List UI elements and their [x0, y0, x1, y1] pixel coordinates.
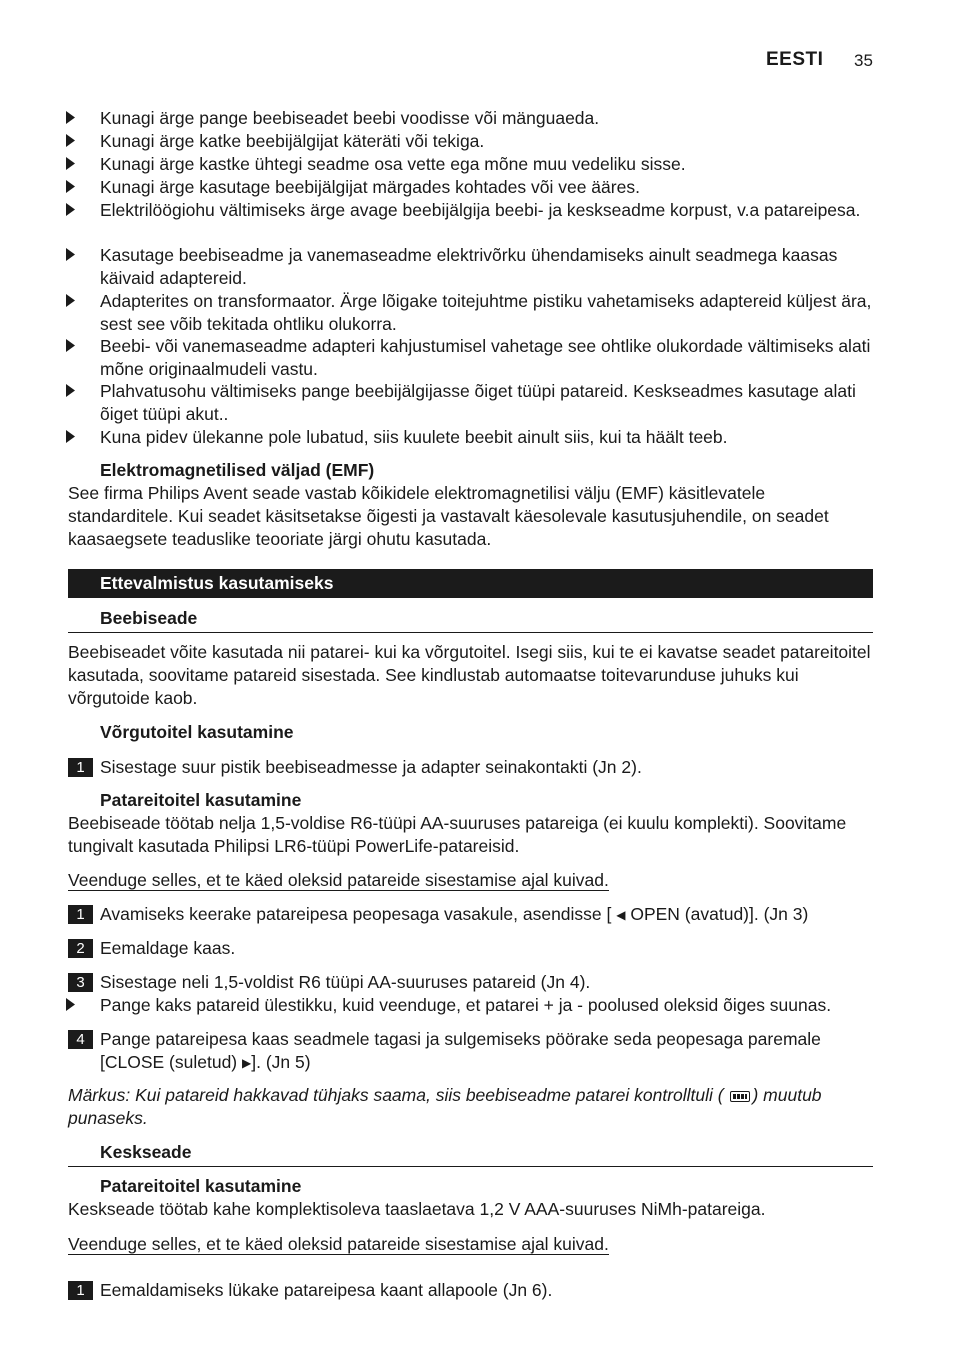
warning-item: Elektrilöögiohu vältimiseks ärge avage beebijälgija beebi- ja keskseadme korpust, v.a patareipesa.: [100, 200, 861, 220]
note-text: Märkus: Kui patareid hakkavad tühjaks saama, siis beebiseadme patarei kontrolltuli (: [68, 1085, 729, 1105]
step-open: [100, 903, 872, 927]
step-remove-cover: Eemaldage kaas.: [100, 938, 236, 958]
bullet-icon: [66, 430, 75, 443]
bullet-icon: [66, 248, 75, 261]
warning-item: Kuna pidev ülekanne pole lubatud, siis kuulete beebit ainult siis, kui ta häält teeb.: [100, 427, 728, 447]
emf-text: See firma Philips Avent seade vastab kõikidele elektromagnetilisi välju (EMF) käsitlevatele standarditele. Kui seadet käsitsetakse õigesti ja vastavalt käesolevale kasutusjuhendile, on seadet kaasaegsete teaduslike teooriate järgi ohutu kasutada.: [68, 483, 829, 549]
warning-item: Kasutage beebiseadme ja vanemaseadme elektrivõrku ühendamiseks ainult seadmega kaasas käivaid adaptereid.: [100, 245, 838, 288]
battery-heading: Patareitoitel kasutamine: [100, 790, 302, 810]
warning-item: Kunagi ärge pange beebiseadet beebi voodisse või mänguaeda.: [100, 108, 600, 128]
note: [68, 1084, 874, 1130]
dry-hands-warning: Veenduge selles, et te käed oleksid patareide sisestamise ajal kuivad.: [68, 1234, 609, 1254]
warning-item: Kunagi ärge kastke ühtegi seadme osa vette ega mõne muu vedeliku sisse.: [100, 154, 686, 174]
bullet-icon: [66, 134, 75, 147]
triangle-right-icon: ▶: [242, 1056, 252, 1070]
note-text: ) muutub punaseks.: [68, 1085, 822, 1128]
mains-heading: Võrgutoitel kasutamine: [100, 722, 294, 742]
step-number: 3: [68, 973, 93, 992]
baby-unit-heading: Beebiseade: [100, 608, 198, 628]
step-insert-batteries: Sisestage neli 1,5-voldist R6 tüüpi AA-suuruses patareid (Jn 4).: [100, 972, 591, 992]
warning-item: Adapterites on transformaator. Ärge lõigake toitejuhtme pistiku vahetamiseks adaptereid küljest ära, sest see võib tekitada ohtliku olukorra.: [100, 291, 872, 334]
step-number: 2: [68, 939, 93, 958]
section-language: EESTI: [766, 49, 824, 70]
step-number: 1: [68, 905, 93, 924]
battery-icon: [730, 1091, 750, 1102]
baby-unit-intro: Beebiseadet võite kasutada nii patarei- kui ka võrgutoitel. Isegi siis, kui te ei kavatse seadet patareitoitel kasutada, soovitame patareid sisestada. See kindlustab automaatse toitevarunduse juhuks kui võrgutoide kaob.: [68, 642, 871, 708]
step-text: ]. (Jn 5): [251, 1052, 311, 1072]
warning-item: Kunagi ärge katke beebijälgijat käteräti või tekiga.: [100, 131, 485, 151]
battery-intro: Beebiseade töötab nelja 1,5-voldise R6-tüüpi AA-suuruses patareiga (ei kuulu komplekti). Soovitame tungivalt kasutada Philipsi LR6-tüüpi PowerLife-patareisid.: [68, 813, 847, 856]
step-number: 4: [68, 1030, 93, 1049]
parent-battery-intro: Keskseade töötab kahe komplektisoleva taaslaetava 1,2 V AAA-suuruses NiMh-patareiga.: [68, 1199, 766, 1219]
bullet-icon: [66, 384, 75, 397]
parent-unit-heading: Keskseade: [100, 1142, 192, 1162]
parent-battery-heading: Patareitoitel kasutamine: [100, 1176, 302, 1196]
triangle-left-icon: ◀: [616, 908, 626, 922]
bullet-icon: [66, 180, 75, 193]
bullet-icon: [66, 339, 75, 352]
bullet-icon: [66, 111, 75, 124]
bullet-icon: [66, 203, 75, 216]
step-bullet: Pange kaks patareid ülestikku, kuid veenduge, et patarei + ja - poolused oleksid õiges suunas.: [100, 995, 832, 1015]
bullet-icon: [66, 998, 75, 1011]
step-text: Avamiseks keerake patareipesa peopesaga vasakule, asendisse [: [100, 904, 617, 924]
mains-step: Sisestage suur pistik beebiseadmesse ja adapter seinakontakti (Jn 2).: [100, 757, 642, 777]
step-number: 1: [68, 1281, 93, 1300]
warning-item: Beebi- või vanemaseadme adapteri kahjustumisel vahetage see ohtlike olukordade vältimiseks alati mõne originaalmudeli vastu.: [100, 336, 871, 379]
bullet-icon: [66, 294, 75, 307]
section-bar: [68, 569, 873, 598]
step-text: OPEN (avatud)]. (Jn 3): [625, 904, 809, 924]
emf-heading: Elektromagnetilised väljad (EMF): [100, 460, 375, 480]
dry-hands-warning: Veenduge selles, et te käed oleksid patareide sisestamise ajal kuivad.: [68, 870, 609, 890]
bullet-icon: [66, 157, 75, 170]
divider: [68, 1166, 873, 1167]
step-text: Pange patareipesa kaas seadmele tagasi ja sulgemiseks pöörake seda peopesaga paremale [CLOSE (suletud): [100, 1029, 821, 1072]
warning-item: Plahvatusohu vältimiseks pange beebijälgijasse õiget tüüpi patareid. Keskseadmes kasutage alati õiget tüüpi akut..: [100, 381, 856, 424]
page-number: 35: [854, 51, 873, 70]
step-number: 1: [68, 758, 93, 777]
parent-step-remove: Eemaldamiseks lükake patareipesa kaant allapoole (Jn 6).: [100, 1280, 553, 1300]
divider: [68, 632, 873, 633]
warning-item: Kunagi ärge kasutage beebijälgijat märgades kohtades või vee ääres.: [100, 177, 640, 197]
section-title: Ettevalmistus kasutamiseks: [100, 573, 334, 593]
step-close: [100, 1028, 872, 1075]
